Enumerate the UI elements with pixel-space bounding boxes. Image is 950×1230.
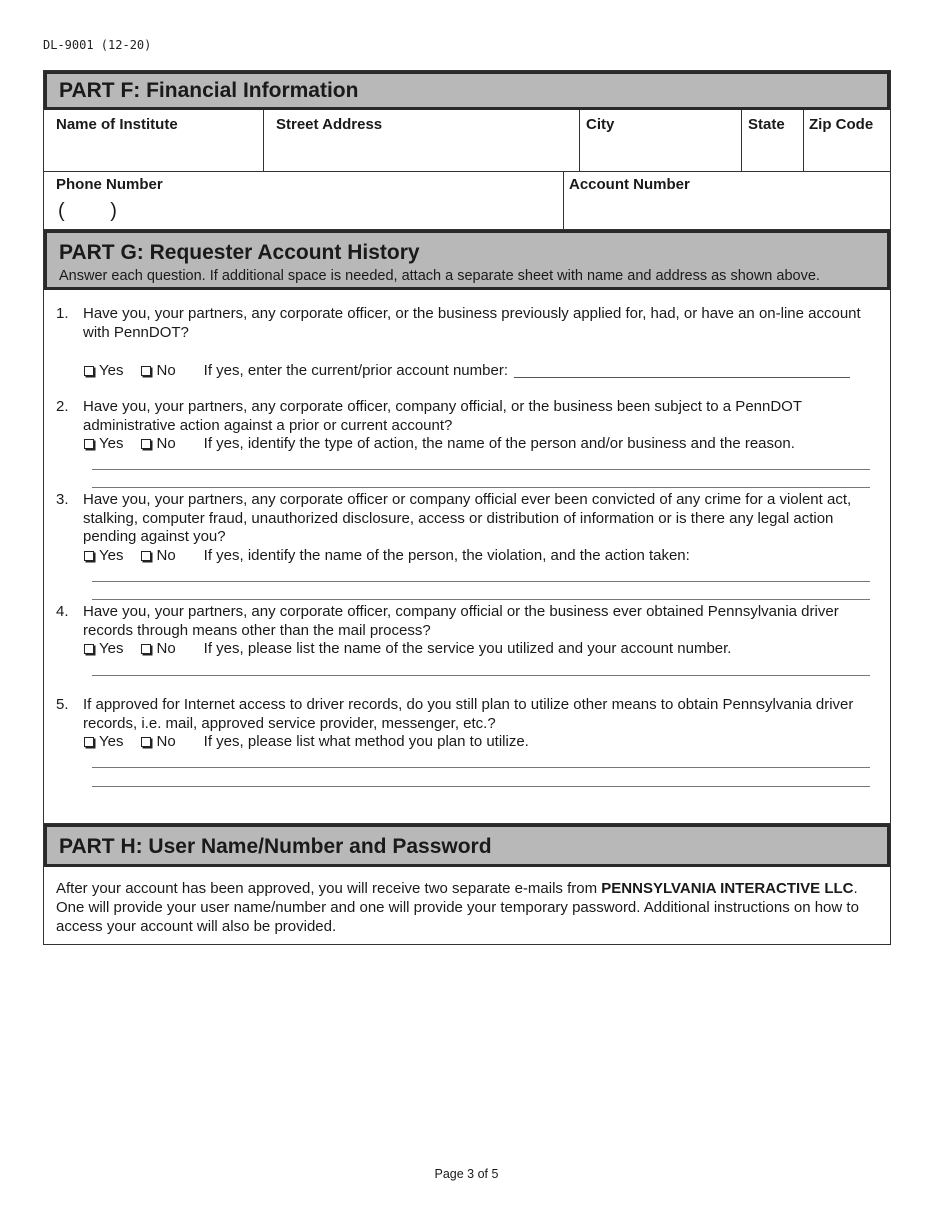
checkbox-icon [84, 366, 94, 376]
account-number-label: Account Number [569, 176, 690, 193]
account-number-line[interactable] [514, 364, 850, 378]
checkbox-icon [84, 551, 94, 561]
yes-checkbox[interactable] [84, 435, 123, 454]
question-text: Have you, your partners, any corporate officer or company official ever been convicted of any crime for a violent act, stalking, computer fraud, unauthorized disclosure, access or distribution of information or is there any legal action pending against you? [83, 491, 852, 545]
zip-code-label: Zip Code [809, 116, 874, 133]
question-text: If approved for Internet access to driver records, do you still plan to utilize other means to obtain Pennsylvania driver records, i.e. mail, approved service provider, messenger, etc.? [83, 696, 854, 732]
followup-prompt: If yes, please list what method you plan to utilize. [203, 733, 529, 750]
no-label: No [156, 546, 176, 564]
yes-label: Yes [99, 640, 124, 657]
question-5 [56, 696, 880, 752]
checkbox-icon [84, 439, 94, 449]
phone-number-field[interactable] [44, 172, 564, 229]
state-field[interactable] [742, 110, 804, 171]
checkbox-icon [84, 644, 94, 654]
no-checkbox[interactable] [141, 362, 175, 381]
institute-name-label: Name of Institute [56, 116, 178, 133]
question-number: 4. [56, 603, 69, 620]
phone-account-row [44, 172, 890, 229]
yes-label: Yes [99, 362, 124, 379]
city-label: City [586, 116, 615, 133]
phone-number-label: Phone Number [56, 176, 163, 193]
question-number: 3. [56, 491, 69, 508]
answer-line[interactable] [92, 786, 870, 787]
part-f-header [44, 71, 890, 110]
no-label: No [156, 435, 176, 452]
part-h-title: PART H: User Name/Number and Password [59, 835, 492, 858]
street-address-field[interactable] [264, 110, 580, 171]
account-number-field[interactable] [564, 172, 890, 229]
yes-checkbox[interactable] [84, 640, 123, 659]
part-h-header [44, 824, 890, 867]
question-text: Have you, your partners, any corporate officer, or the business previously applied for, had, or have an on-line account with PennDOT? [83, 305, 861, 341]
followup-prompt: If yes, please list the name of the service you utilized and your account number. [203, 640, 732, 657]
followup-prompt: If yes, identify the type of action, the name of the person and/or business and the reason. [203, 435, 795, 452]
part-g-instructions: Answer each question. If additional space is needed, attach a separate sheet with name and address as shown above. [59, 268, 820, 284]
answer-row [84, 547, 880, 566]
page-number: Page 3 of 5 [434, 1167, 499, 1181]
followup-prompt: If yes, identify the name of the person, the violation, and the action taken: [203, 546, 690, 564]
question-text: Have you, your partners, any corporate officer, company official or the business ever obtained Pennsylvania driver records through means other than the mail process? [83, 603, 839, 639]
answer-line[interactable] [92, 675, 870, 676]
form-code: DL-9001 (12-20) [43, 38, 152, 52]
answer-row [84, 362, 880, 381]
no-checkbox[interactable] [141, 640, 175, 659]
yes-checkbox[interactable] [84, 733, 123, 752]
no-checkbox[interactable] [141, 733, 175, 752]
part-f-section [43, 70, 891, 230]
checkbox-icon [141, 551, 151, 561]
question-3 [56, 491, 880, 565]
checkbox-icon [84, 737, 94, 747]
checkbox-icon [141, 439, 151, 449]
part-h-text-post: . One will provide your user name/number and one will provide your temporary password. Additional instructions on how to access your account will also be provided. [56, 880, 859, 935]
part-h-body [44, 867, 890, 936]
yes-checkbox[interactable] [84, 362, 123, 381]
area-code-parens: ( ) [58, 200, 117, 222]
followup-prompt: If yes, enter the current/prior account number: [203, 362, 508, 379]
street-address-label: Street Address [276, 116, 383, 133]
answer-line[interactable] [92, 487, 870, 488]
answer-row [84, 435, 880, 454]
question-1 [56, 305, 880, 381]
checkbox-icon [141, 644, 151, 654]
city-field[interactable] [580, 110, 742, 171]
question-number: 5. [56, 696, 69, 713]
answer-line[interactable] [92, 767, 870, 768]
answer-line[interactable] [92, 581, 870, 582]
checkbox-icon [141, 737, 151, 747]
yes-label: Yes [99, 435, 124, 452]
question-number: 1. [56, 305, 69, 322]
question-2 [56, 398, 880, 454]
company-name: PENNSYLVANIA INTERACTIVE LLC [601, 880, 854, 897]
no-label: No [156, 640, 176, 657]
part-h-text-pre: After your account has been approved, you will receive two separate e-mails from [56, 880, 602, 897]
institute-address-row [44, 110, 890, 172]
question-text: Have you, your partners, any corporate officer, company official, or the business been subject to a PennDOT administrative action against a prior or current account? [83, 398, 802, 434]
state-label: State [748, 116, 785, 133]
part-h-section [43, 823, 891, 945]
part-g-title: PART G: Requester Account History [59, 241, 420, 264]
checkbox-icon [141, 366, 151, 376]
question-4 [56, 603, 880, 659]
answer-line[interactable] [92, 599, 870, 600]
yes-label: Yes [99, 546, 124, 564]
yes-checkbox[interactable] [84, 547, 123, 566]
part-f-title: PART F: Financial Information [59, 79, 359, 102]
yes-label: Yes [99, 733, 124, 750]
answer-row [84, 640, 880, 659]
answer-row [84, 733, 880, 752]
question-number: 2. [56, 398, 69, 415]
no-checkbox[interactable] [141, 435, 175, 454]
zip-code-field[interactable] [804, 110, 890, 171]
answer-line[interactable] [92, 469, 870, 470]
no-checkbox[interactable] [141, 547, 175, 566]
no-label: No [156, 362, 176, 379]
institute-name-field[interactable] [44, 110, 264, 171]
no-label: No [156, 733, 176, 750]
part-g-section [43, 230, 891, 824]
part-g-header [44, 230, 890, 290]
